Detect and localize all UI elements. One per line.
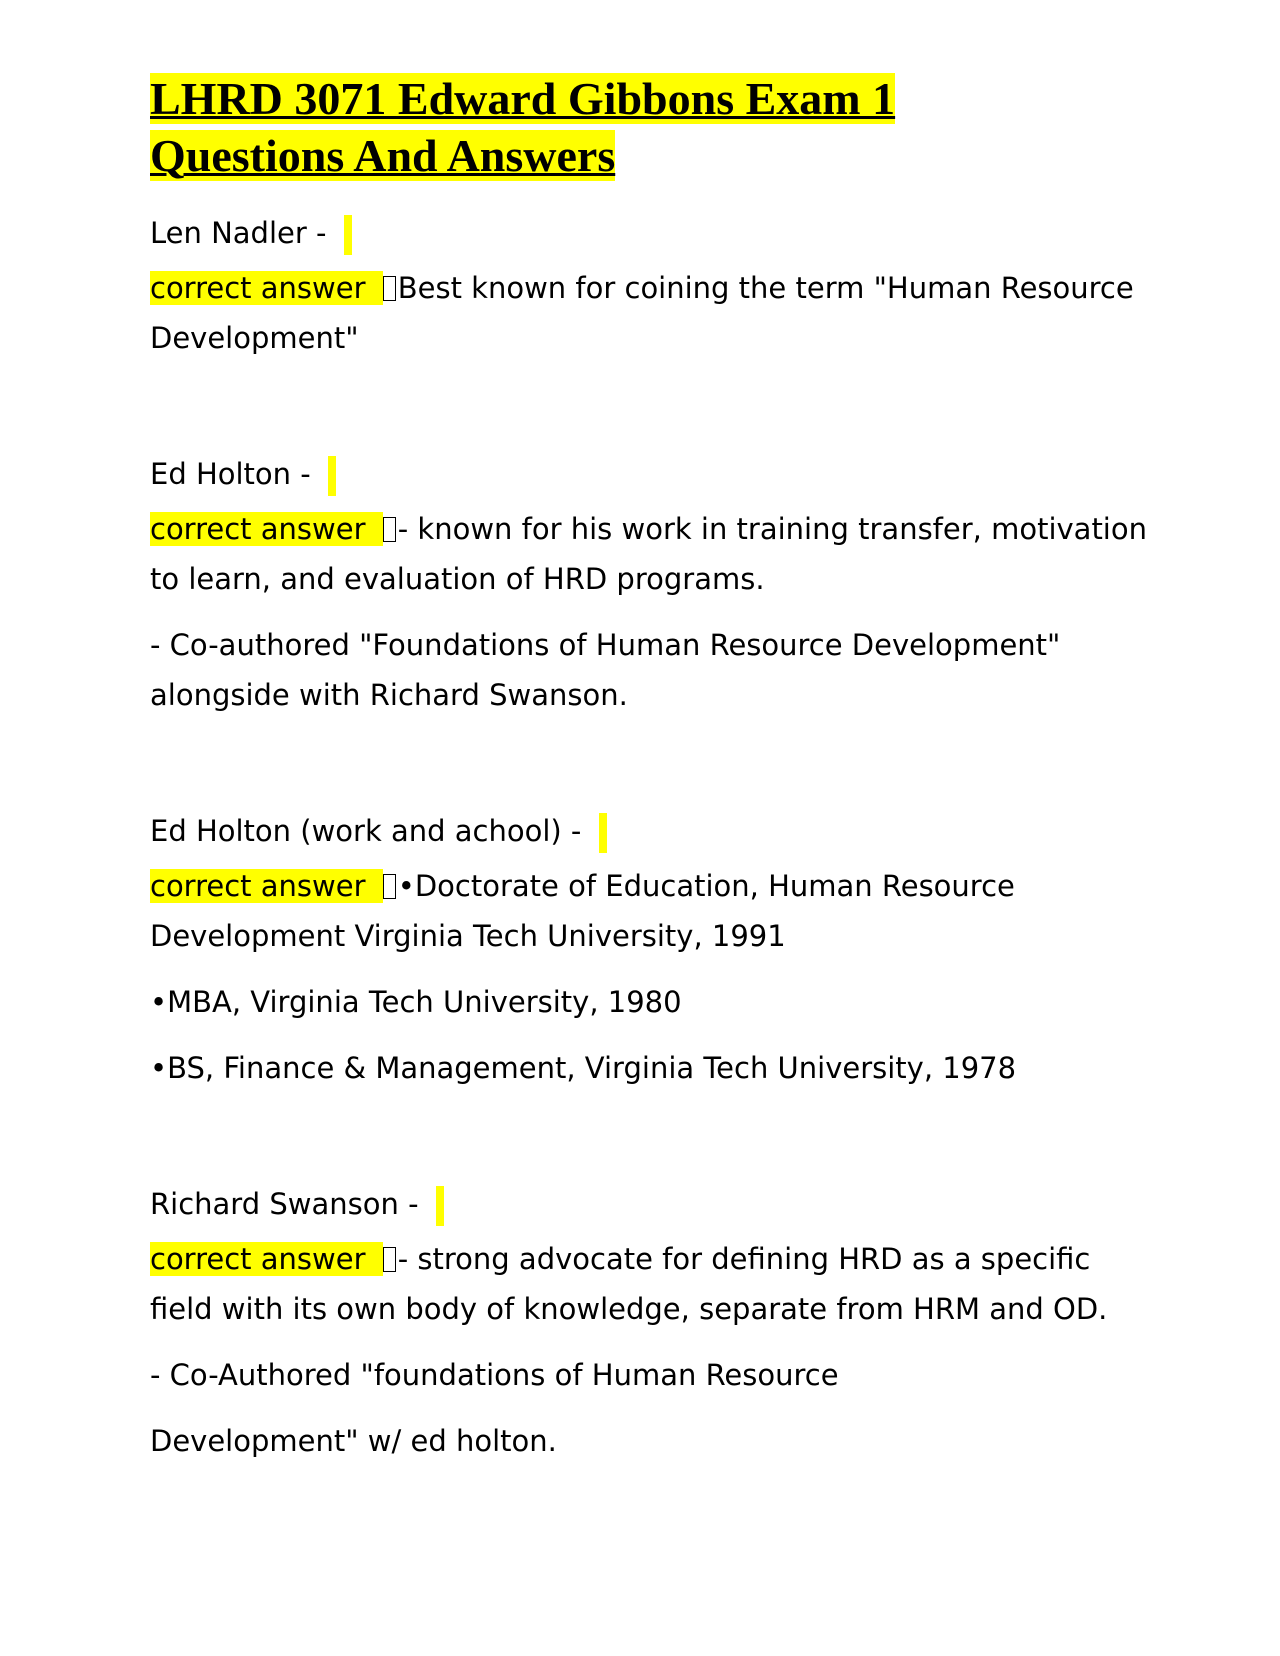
- term-text: Ed Holton -: [150, 457, 320, 491]
- qa-entry: [150, 208, 1150, 363]
- answer-text: [150, 1234, 1150, 1334]
- question-term: [150, 1179, 1150, 1234]
- correct-answer-label: correct answer: [150, 512, 383, 546]
- highlight-marker: [599, 813, 607, 853]
- document-page: [150, 70, 1150, 1466]
- question-term: [150, 449, 1150, 504]
- entry-spacer: [150, 363, 1150, 449]
- correct-answer-label: correct answer: [150, 1242, 383, 1276]
- answer-body: •Doctorate of Education, Human Resource Development Virginia Tech University, 1991: [150, 869, 1015, 953]
- correct-answer-label: correct answer: [150, 271, 383, 305]
- title-line-1: LHRD 3071 Edward Gibbons Exam 1: [150, 73, 896, 124]
- answer-text: [150, 861, 1150, 961]
- missing-glyph-icon: [383, 1247, 396, 1272]
- answer-extra-line: •MBA, Virginia Tech University, 1980: [150, 985, 682, 1019]
- qa-entry: [150, 806, 1150, 1093]
- missing-glyph-icon: [383, 276, 396, 301]
- answer-extra-line: •BS, Finance & Management, Virginia Tech University, 1978: [150, 1051, 1017, 1085]
- term-text: Ed Holton (work and achool) -: [150, 814, 591, 848]
- qa-entry: [150, 1179, 1150, 1466]
- answer-extra-line: - Co-Authored "foundations of Human Resource: [150, 1358, 839, 1392]
- answer-body: - known for his work in training transfer, motivation to learn, and evaluation of HRD programs.: [150, 512, 1147, 596]
- highlight-marker: [344, 215, 352, 255]
- answer-body: Best known for coining the term "Human Resource Development": [150, 271, 1134, 355]
- answer-body: - strong advocate for defining HRD as a specific field with its own body of knowledge, separate from HRM and OD.: [150, 1242, 1108, 1326]
- correct-answer-label: correct answer: [150, 869, 383, 903]
- question-term: [150, 208, 1150, 263]
- term-text: Len Nadler -: [150, 216, 336, 250]
- missing-glyph-icon: [383, 517, 396, 542]
- highlight-marker: [328, 456, 336, 496]
- question-term: [150, 806, 1150, 861]
- answer-extra-line: Development" w/ ed holton.: [150, 1424, 557, 1458]
- entry-spacer: [150, 1093, 1150, 1179]
- answer-extra-line: - Co-authored "Foundations of Human Resource Development" alongside with Richard Swanson.: [150, 628, 1061, 712]
- missing-glyph-icon: [383, 874, 396, 899]
- title-line-2: Questions And Answers: [150, 130, 616, 181]
- qa-entry: [150, 449, 1150, 720]
- answer-text: [150, 504, 1150, 604]
- document-title: [150, 70, 1150, 184]
- highlight-marker: [436, 1186, 444, 1226]
- term-text: Richard Swanson -: [150, 1187, 428, 1221]
- entry-spacer: [150, 720, 1150, 806]
- answer-text: [150, 263, 1150, 363]
